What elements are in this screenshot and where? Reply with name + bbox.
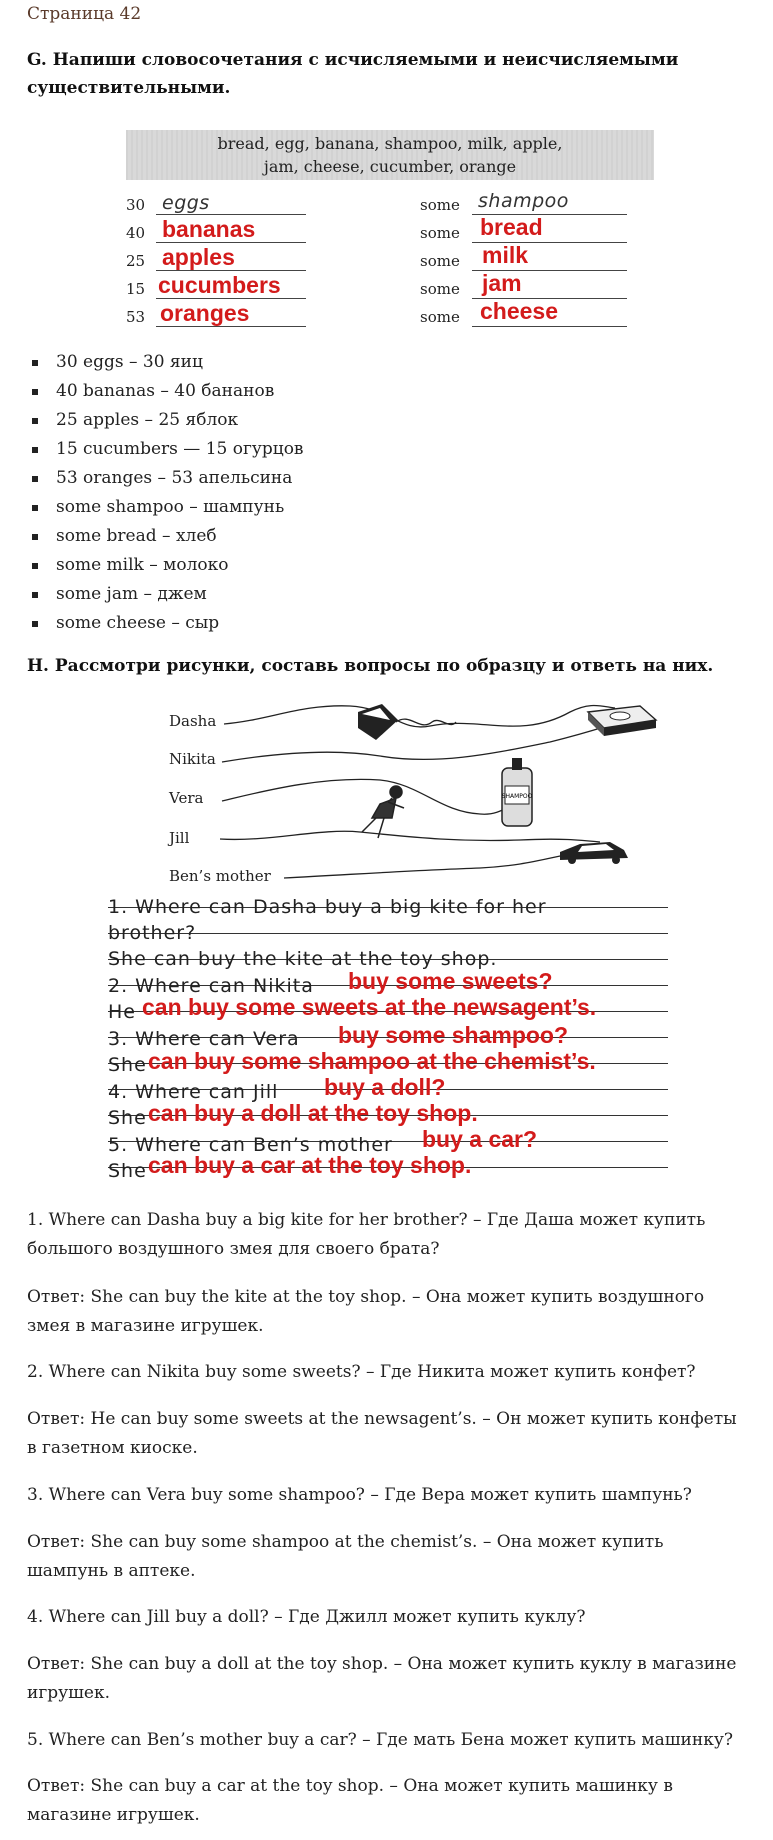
list-item: 40 bananas – 40 бананов — [56, 377, 304, 406]
question-5-prefix: 5. Where can Ben’s mother — [108, 1134, 393, 1156]
red-answer: milk — [482, 242, 529, 268]
red-answer: cucumbers — [158, 272, 281, 298]
person-name: Jill — [169, 829, 190, 847]
paragraph: 5. Where can Ben’s mother buy a car? – Где мать Бена может купить машинку? — [27, 1730, 733, 1750]
some-label: some — [420, 196, 460, 214]
word-box-line-1: bread, egg, banana, shampoo, milk, apple, — [217, 134, 563, 153]
red-answer: cheese — [480, 298, 559, 324]
sweets-box-icon — [588, 706, 656, 736]
car-icon — [560, 842, 628, 864]
some-label: some — [420, 224, 460, 242]
doll-icon — [362, 786, 404, 838]
answer-1: She can buy the kite at the toy shop. — [108, 948, 498, 970]
paragraph: 1. Where can Dasha buy a big kite for her brother? – Где Даша может купить большого воздушного змея для своего брата? — [27, 1210, 706, 1259]
some-label: some — [420, 280, 460, 298]
list-item: some milk – молоко — [56, 551, 304, 580]
question-1-line-1: 1. Where can Dasha buy a big kite for her — [108, 896, 547, 918]
red-answer: oranges — [160, 300, 250, 326]
word-box-line-2: jam, cheese, cucumber, orange — [263, 157, 517, 176]
maze-lines-illustration — [100, 692, 680, 892]
question-4-answer: buy a doll? — [324, 1074, 446, 1100]
answer-4-prefix: She — [108, 1107, 147, 1129]
list-item: some shampoo – шампунь — [56, 493, 304, 522]
row-number: 53 — [126, 308, 146, 326]
bottle-label: SHAMPOO — [501, 793, 533, 800]
row-number: 40 — [126, 224, 146, 242]
shampoo-bottle-icon — [502, 758, 533, 826]
paragraph: 3. Where can Vera buy some shampoo? – Где Вера может купить шампунь? — [27, 1485, 692, 1505]
red-answer: jam — [482, 270, 522, 296]
paragraph: Ответ: He can buy some sweets at the newsagent’s. – Он может купить конфеты в газетном киоске. — [27, 1409, 737, 1458]
row-number: 30 — [126, 196, 146, 214]
list-item: 15 cucumbers — 15 огурцов — [56, 435, 304, 464]
paragraph: Ответ: She can buy a doll at the toy shop. – Она может купить куклу в магазине игрушек. — [27, 1654, 737, 1703]
word-box — [126, 130, 654, 180]
question-1-line-2: brother? — [108, 922, 197, 944]
person-name: Nikita — [169, 750, 216, 768]
worksheet-g-image — [120, 128, 660, 328]
task-h-heading: H. Рассмотри рисунки, составь вопросы по образцу и ответь на них. — [27, 656, 714, 676]
question-2-prefix: 2. Where can Nikita — [108, 975, 314, 997]
person-name: Dasha — [169, 712, 217, 730]
list-item: 30 eggs – 30 яиц — [56, 348, 304, 377]
handwritten-word: shampoo — [478, 190, 569, 212]
answer-4: can buy a doll at the toy shop. — [148, 1100, 478, 1126]
paragraph: Ответ: She can buy some shampoo at the chemist’s. – Она может купить шампунь в аптеке. — [27, 1532, 664, 1581]
red-answer: bread — [480, 214, 543, 240]
paragraph: 2. Where can Nikita buy some sweets? – Где Никита может купить конфет? — [27, 1362, 696, 1382]
some-label: some — [420, 308, 460, 326]
list-item: some jam – джем — [56, 580, 304, 609]
kite-icon — [358, 704, 456, 740]
list-item: 53 oranges – 53 апельсина — [56, 464, 304, 493]
list-item: 25 apples – 25 яблок — [56, 406, 304, 435]
some-label: some — [420, 252, 460, 270]
person-name: Vera — [169, 789, 204, 807]
red-answer: bananas — [162, 216, 256, 242]
question-2-answer: buy some sweets? — [348, 968, 553, 994]
person-name: Ben’s mother — [169, 867, 271, 885]
answer-3: can buy some shampoo at the chemist’s. — [148, 1048, 596, 1074]
question-3-prefix: 3. Where can Vera — [108, 1028, 300, 1050]
question-3-answer: buy some shampoo? — [338, 1022, 569, 1048]
task-g-heading: G. Напиши словосочетания с исчисляемыми и неисчисляемыми существительными. — [27, 50, 679, 98]
page-title: Страница 42 — [27, 4, 142, 24]
list-item: some bread – хлеб — [56, 522, 304, 551]
answer-2-prefix: He — [108, 1001, 136, 1023]
translations-list — [28, 348, 304, 638]
answer-5-prefix: She — [108, 1160, 147, 1182]
row-number: 25 — [126, 252, 146, 270]
worksheet-h-image — [100, 692, 680, 1190]
row-number: 15 — [126, 280, 146, 298]
answer-5: can buy a car at the toy shop. — [148, 1152, 472, 1178]
handwritten-word: eggs — [162, 192, 210, 214]
answer-2: can buy some sweets at the newsagent’s. — [142, 994, 597, 1020]
question-4-prefix: 4. Where can Jill — [108, 1081, 279, 1103]
answer-3-prefix: She — [108, 1054, 147, 1076]
red-answer: apples — [162, 244, 235, 270]
paragraph: Ответ: She can buy a car at the toy shop. – Она может купить машинку в магазине игрушек. — [27, 1776, 673, 1825]
paragraph: Ответ: She can buy the kite at the toy shop. – Она может купить воздушного змея в магазине игрушек. — [27, 1287, 705, 1336]
list-item: some cheese – сыр — [56, 609, 304, 638]
paragraph: 4. Where can Jill buy a doll? – Где Джилл может купить куклу? — [27, 1607, 586, 1627]
question-5-answer: buy a car? — [422, 1126, 538, 1152]
